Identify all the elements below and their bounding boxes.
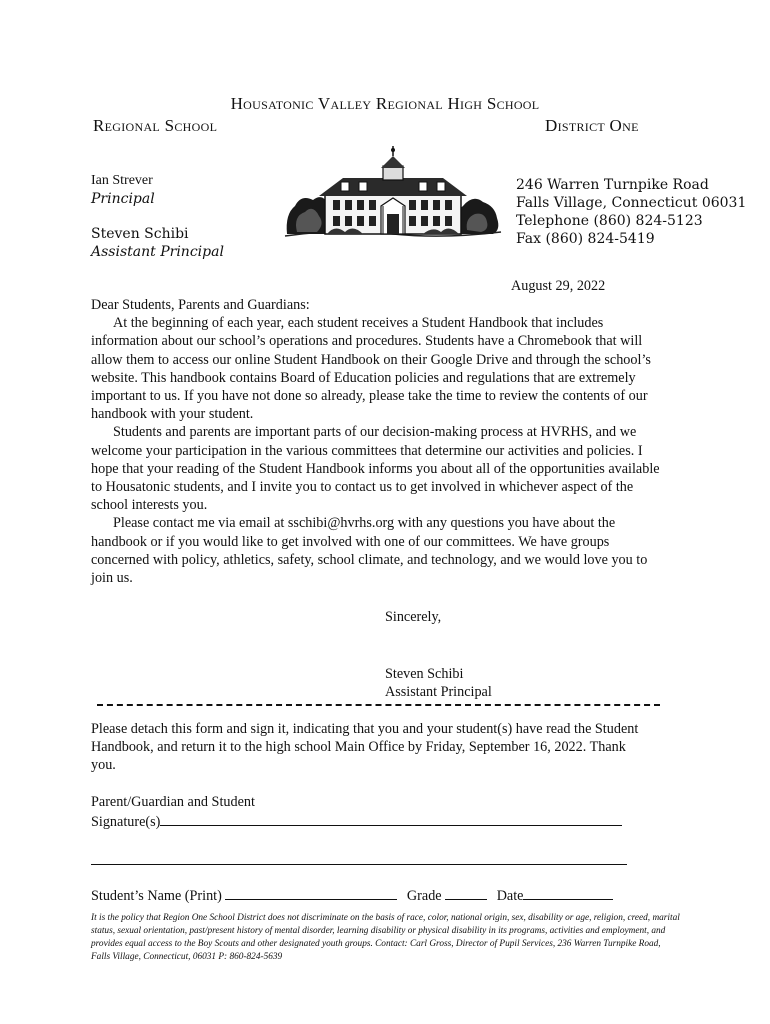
assistant-principal-title: Assistant Principal [91, 244, 224, 260]
closing: Sincerely, [385, 609, 442, 625]
form-instructions: Please detach this form and sign it, indicating that you and your student(s) have read the Student Handbook, and return it to the high school Main Office by Friday, September 16, 2022. Thank you. [91, 721, 639, 774]
signer-title: Assistant Principal [385, 684, 492, 701]
school-name: Housatonic Valley Regional High School [230, 94, 540, 113]
principal-title: Principal [91, 191, 155, 207]
address-street: 246 Warren Turnpike Road [516, 177, 709, 193]
letter-body [91, 296, 666, 587]
address-city: Falls Village, Connecticut 06031 [516, 195, 747, 211]
assistant-principal-name: Steven Schibi [91, 226, 189, 242]
grade-field[interactable] [445, 886, 487, 900]
paragraph-2: Students and parents are important parts of our decision-making process at HVRHS, and we welcome your participation in the various committees that determine our activities and policies. I hope that your reading of the Student Handbook informs you about all of the opportunities available to Housatonic students, and I invite you to contact us to get involved in whichever aspect of the school interests you. [91, 424, 660, 514]
signature-row [91, 812, 622, 831]
detach-line [97, 704, 660, 706]
grade-label: Grade [406, 888, 442, 904]
salutation: Dear Students, Parents and Guardians: [91, 297, 310, 313]
date-label: Date [496, 888, 524, 904]
signature-field-second[interactable] [91, 852, 627, 865]
address-telephone: Telephone (860) 824-5123 [516, 213, 703, 229]
letter-date: August 29, 2022 [511, 278, 606, 294]
signature-label-line2: Signature(s) [91, 814, 161, 830]
school-building-illustration [283, 144, 503, 240]
region-label: Regional School [93, 116, 218, 135]
student-name-label: Student’s Name (Print) [91, 888, 222, 904]
district-label: District One [545, 116, 639, 135]
signature-field[interactable] [160, 812, 622, 826]
signature-block [385, 665, 492, 701]
non-discrimination-policy: It is the policy that Region One School District does not discriminate on the basis of race, color, national origin, sex, disability or age, religion, creed, marital status, sexual orientation, past/present history of mental disorder, learning disability or physical disability in its programs, activities and employment, and provides equal access to the Boy Scouts and other designated youth groups. Contact: Carl Gross, Director of Pupil Services, 236 Warren Turnpike Road, Falls Village, Connecticut, 06031 P: 860-824-5639 [91, 913, 680, 962]
address-fax: Fax (860) 824-5419 [516, 231, 655, 247]
paragraph-1: At the beginning of each year, each student receives a Student Handbook that includes information about our school’s operations and procedures. Students have a Chromebook that will allow them to access our online Student Handbook on their Google Drive and through the school’s website. This handbook contains Board of Education policies and regulations that are extremely important to us. If you have not done so already, please take the time to review the contents of our handbook with your student. [91, 315, 651, 423]
signature-label-line1: Parent/Guardian and Student [91, 794, 255, 810]
date-field[interactable] [523, 886, 613, 900]
principal-name: Ian Strever [91, 173, 153, 188]
signer-name: Steven Schibi [385, 666, 464, 682]
school-address [516, 176, 746, 248]
student-info-row [91, 886, 613, 905]
student-name-field[interactable] [225, 886, 397, 900]
paragraph-3: Please contact me via email at sschibi@hvrhs.org with any questions you have about the handbook or if you would like to get involved with one of our committees. We have groups concerned with policy, athletics, safety, school climate, and technology, and we would love you to join us. [91, 515, 648, 587]
